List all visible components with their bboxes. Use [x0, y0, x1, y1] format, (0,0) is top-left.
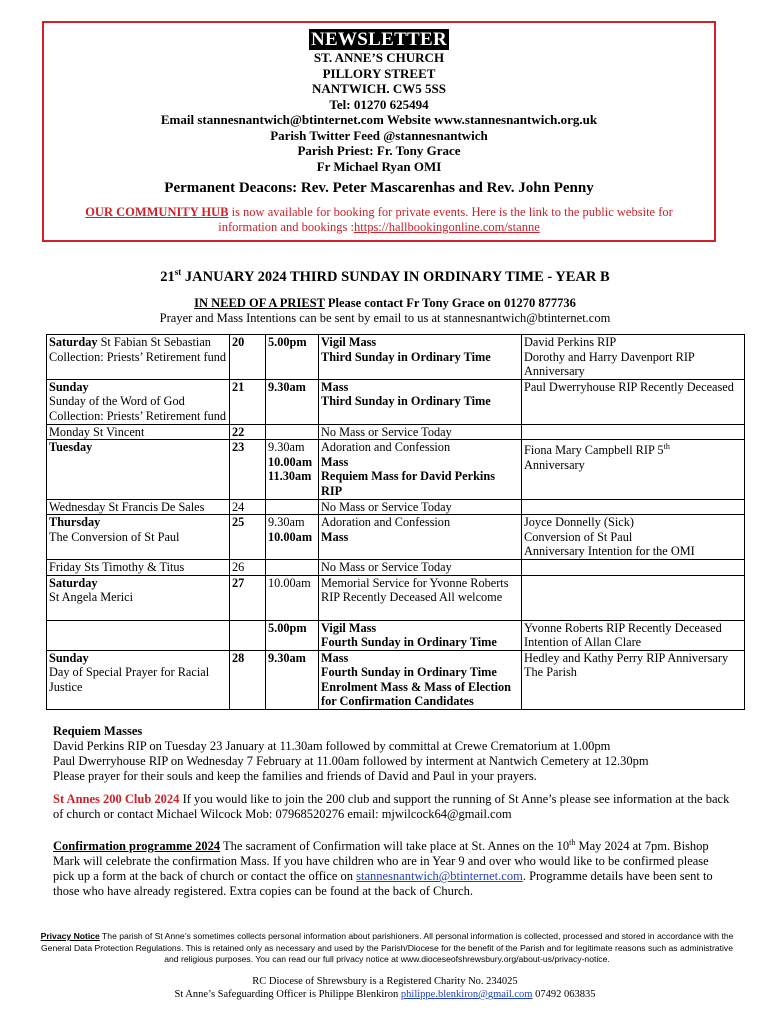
parish-priest: Parish Priest: Fr. Tony Grace [297, 143, 461, 158]
date-cell: 28 [230, 650, 266, 709]
service-cell: No Mass or Service Today [319, 424, 522, 440]
sunday-heading [0, 267, 770, 286]
privacy-notice-text: The parish of St Anne’s sometimes collects personal information about parishioners. All personal information is collected, processed and stored in accordance with the General Data Protection Regulations. This is retained only as necessary and used by the Parish/Diocese for the benefit of the Parish and for legitimate reasons such as administrative and religious purposes. You can read our full privacy notice at www.dioceseofshrewsbury.org/about-us/privacy-notice. [40, 931, 734, 964]
hall-booking-link[interactable]: https://hallbookingonline.com/stanne [354, 220, 540, 234]
twitter-feed: Parish Twitter Feed @stannesnantwich [270, 127, 488, 143]
confirmation-label: Confirmation programme 2024 [53, 839, 221, 854]
need-priest-text: Please contact Fr Tony Grace on 01270 877736 [324, 296, 576, 310]
prayer-intentions-note: Prayer and Mass Intentions can be sent by email to us at stannesnantwich@btinternet.com [159, 311, 611, 325]
time-cell [266, 499, 319, 515]
confirmation-section: Confirmation programme 2024 The sacrament of Confirmation will take place at St. Annes on the 10th May 2024 at 7pm. Bishop Mark will celebrate the confirmation Mass. If you have children who are in Year 9 and over who would like to be confirmed please pick up a form at the back of church or contact the office on stannesnantwich@btinternet.com. Programme details have been sent to those who have already registered. Extra copies can be found at the back of Church. [53, 838, 713, 899]
community-hub-text: is now available for booking for private events. Here is the link to the public website for information and bookings : [218, 205, 673, 234]
intention-cell: Paul Dwerryhouse RIP Recently Deceased [522, 379, 745, 424]
footer [0, 975, 770, 1001]
date-cell: 27 [230, 575, 266, 620]
safeguarding-line: St Anne’s Safeguarding Officer is Philippe Blenkiron philippe.blenkiron@gmail.com 07492 063835 [174, 989, 596, 1000]
date-cell: 26 [230, 559, 266, 575]
intention-cell [522, 575, 745, 620]
table-row [47, 440, 745, 499]
office-email-link[interactable]: stannesnantwich@btinternet.com [356, 869, 523, 884]
day-cell: Sunday Day of Special Prayer for Racial Justice [47, 650, 230, 709]
table-row [47, 499, 745, 515]
service-cell: No Mass or Service Today [319, 499, 522, 515]
date-cell: 20 [230, 335, 266, 380]
intention-cell: Hedley and Kathy Perry RIP Anniversary The Parish [522, 650, 745, 709]
date-cell: 22 [230, 424, 266, 440]
intention-cell: Joyce Donnelly (Sick) Conversion of St Paul Anniversary Intention for the OMI [522, 515, 745, 560]
privacy-notice [37, 931, 737, 966]
time-cell: 5.00pm [266, 335, 319, 380]
time-cell: 5.00pm [266, 620, 319, 650]
mass-schedule-table [46, 334, 745, 710]
church-email-website: Email stannesnantwich@btinternet.com Website www.stannesnantwich.org.uk [160, 112, 598, 127]
table-row [47, 650, 745, 709]
date-cell: 23 [230, 440, 266, 499]
requiem-line: Please prayer for their souls and keep the families and friends of David and Paul in your prayers. [53, 769, 537, 783]
table-row [47, 620, 745, 650]
service-cell: Vigil Mass Fourth Sunday in Ordinary Time [319, 620, 522, 650]
day-cell: Friday Sts Timothy & Titus [47, 559, 230, 575]
day-cell: Saturday St Fabian St Sebastian Collection: Priests’ Retirement fund [47, 335, 230, 380]
day-cell: Saturday St Angela Merici [47, 575, 230, 620]
day-cell: Monday St Vincent [47, 424, 230, 440]
community-hub-label: OUR COMMUNITY HUB [85, 205, 229, 219]
table-row [47, 379, 745, 424]
privacy-notice-label: Privacy Notice [40, 931, 100, 941]
club-200-label: St Annes 200 Club 2024 [53, 792, 180, 806]
assistant-priest: Fr Michael Ryan OMI [316, 158, 442, 174]
permanent-deacons: Permanent Deacons: Rev. Peter Mascarenhas and Rev. John Penny [164, 180, 594, 196]
requiem-line: David Perkins RIP on Tuesday 23 January at 11.30am followed by committal at Crewe Crematorium at 1.00pm [53, 739, 611, 753]
date-cell: 21 [230, 379, 266, 424]
time-cell [266, 424, 319, 440]
table-row [47, 515, 745, 560]
need-priest-label: IN NEED OF A PRIEST [194, 296, 325, 310]
service-cell: Adoration and Confession Mass [319, 515, 522, 560]
intention-cell [522, 559, 745, 575]
service-cell: Mass Fourth Sunday in Ordinary Time Enrolment Mass & Mass of Election for Confirmation Candidates [319, 650, 522, 709]
intention-cell: Fiona Mary Campbell RIP 5th Anniversary [522, 440, 745, 499]
day-cell: Tuesday [47, 440, 230, 499]
day-cell: Sunday Sunday of the Word of God Collection: Priests’ Retirement fund [47, 379, 230, 424]
requiem-title: Requiem Masses [53, 724, 143, 738]
date-cell: 25 [230, 515, 266, 560]
time-cell: 10.00am [266, 575, 319, 620]
church-phone: Tel: 01270 625494 [329, 96, 429, 112]
table-row [47, 559, 745, 575]
church-town: NANTWICH. CW5 5SS [312, 81, 446, 96]
newsletter-header [42, 21, 716, 242]
intention-cell: Yvonne Roberts RIP Recently Deceased Intention of Allan Clare [522, 620, 745, 650]
safeguarding-email-link[interactable]: philippe.blenkiron@gmail.com [400, 989, 533, 1000]
service-cell: Memorial Service for Yvonne Roberts RIP Recently Deceased All welcome [319, 575, 522, 620]
time-cell [266, 559, 319, 575]
service-cell: Vigil Mass Third Sunday in Ordinary Time [319, 335, 522, 380]
table-row [47, 575, 745, 620]
day-cell: Thursday The Conversion of St Paul [47, 515, 230, 560]
requiem-masses-section [53, 724, 733, 784]
date-cell: 24 [230, 499, 266, 515]
table-row [47, 335, 745, 380]
church-street: PILLORY STREET [322, 65, 436, 81]
service-cell: Mass Third Sunday in Ordinary Time [319, 379, 522, 424]
service-cell: No Mass or Service Today [319, 559, 522, 575]
requiem-line: Paul Dwerryhouse RIP on Wednesday 7 February at 11.00am followed by interment at Nantwich Cemetery at 12.30pm [53, 754, 649, 768]
time-cell: 9.30am 10.00am [266, 515, 319, 560]
sunday-title-text: JANUARY 2024 THIRD SUNDAY IN ORDINARY TIME - YEAR B [181, 268, 610, 285]
church-name: ST. ANNE’S CHURCH [313, 50, 445, 65]
time-cell: 9.30am [266, 379, 319, 424]
service-cell: Adoration and Confession Mass Requiem Mass for David Perkins RIP [319, 440, 522, 499]
intention-cell [522, 499, 745, 515]
club-200-text: If you would like to join the 200 club and support the running of St Anne’s please see information at the back of church or contact Michael Wilcock Mob: 07968520276 email: mjwilcock64@gmail.com [53, 792, 730, 821]
sunday-day-suffix: st [174, 267, 182, 277]
day-cell [47, 620, 230, 650]
intention-cell: David Perkins RIP Dorothy and Harry Davenport RIP Anniversary [522, 335, 745, 380]
club-200-section [53, 792, 733, 822]
community-hub-notice [64, 205, 694, 235]
time-cell: 9.30am 10.00am 11.30am [266, 440, 319, 499]
table-row [47, 424, 745, 440]
sunday-day-number: 21 [160, 268, 175, 285]
date-cell [230, 620, 266, 650]
day-cell: Wednesday St Francis De Sales [47, 499, 230, 515]
charity-number: RC Diocese of Shrewsbury is a Registered Charity No. 234025 [252, 976, 518, 987]
time-cell: 9.30am [266, 650, 319, 709]
intention-cell [522, 424, 745, 440]
newsletter-title: NEWSLETTER [310, 29, 448, 50]
need-priest-line [0, 296, 770, 311]
